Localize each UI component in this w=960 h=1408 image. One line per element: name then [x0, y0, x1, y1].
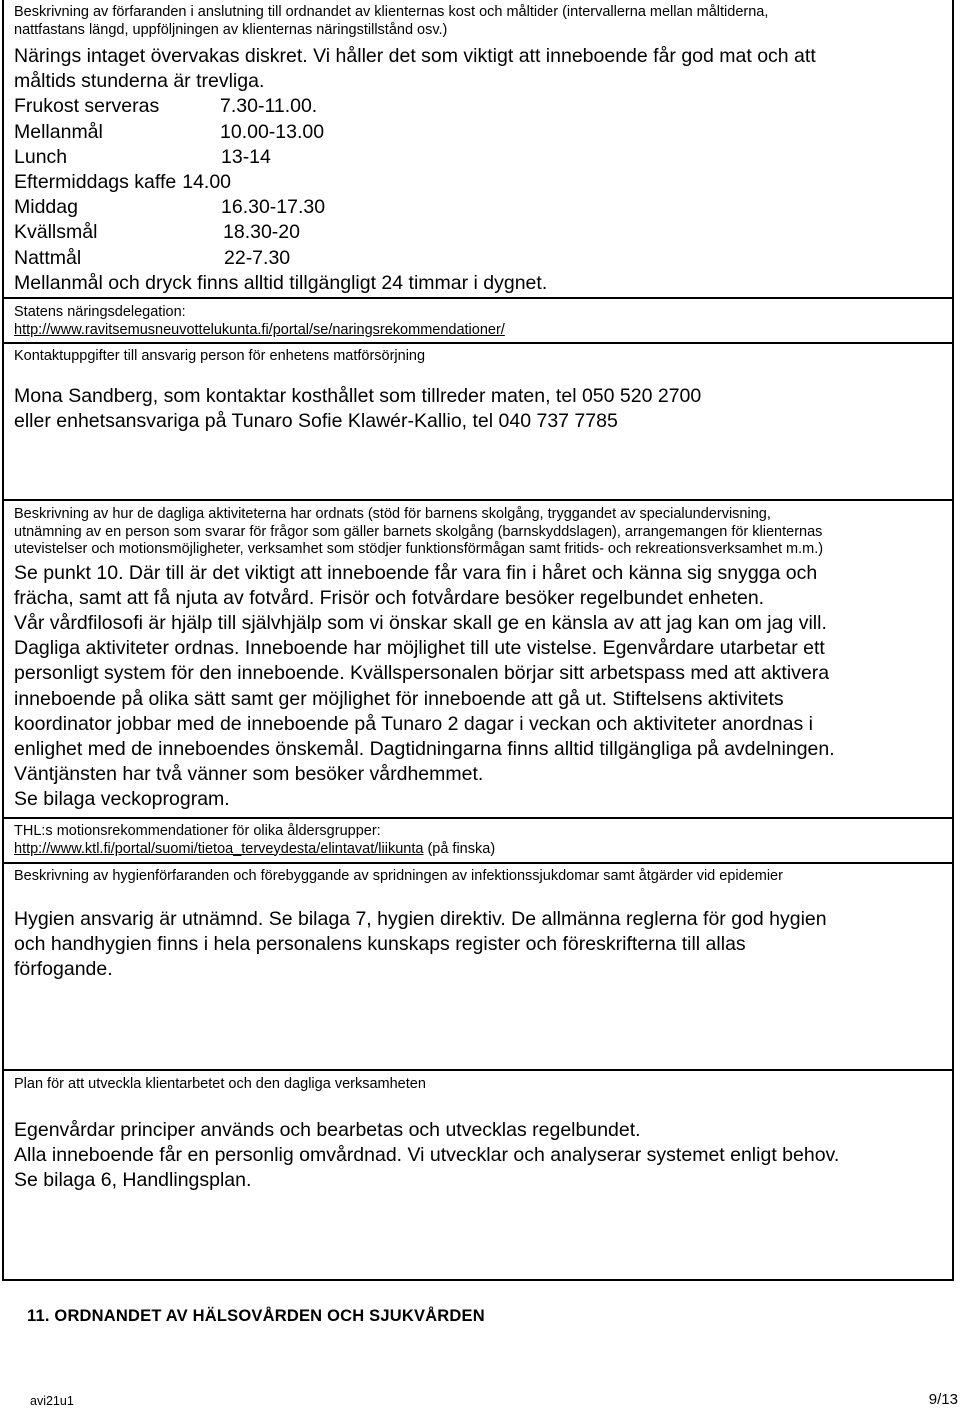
activities-body-line: personligt system för den inneboende. Kvällspersonalen börjar sitt arbetspass med att aktivera [14, 662, 830, 685]
contact-body [14, 384, 942, 434]
nutrition-section [4, 304, 952, 339]
activities-body-line: Väntjänsten har två vänner som besöker vårdhemmet. [14, 763, 484, 786]
activities-section [4, 506, 952, 813]
meal-name: Nattmål [14, 246, 82, 269]
divider [4, 297, 952, 299]
meal-time: 13-14 [221, 145, 271, 168]
meals-body [14, 44, 942, 296]
contact-body-line: Mona Sandberg, som kontaktar kosthållet som tillreder maten, tel 050 520 2700 [14, 384, 702, 407]
activities-body [14, 561, 942, 813]
meal-name: Lunch [14, 145, 68, 168]
meals-footer-line: Mellanmål och dryck finns alltid tillgängligt 24 timmar i dygnet. [14, 271, 548, 294]
hygiene-label: Beskrivning av hygienförfaranden och förebyggande av spridningen av infektionssjukdomar samt åtgärder vid epidemier [14, 868, 783, 884]
page-number: 9/13 [928, 1391, 958, 1408]
thl-link[interactable]: http://www.ktl.fi/portal/suomi/tietoa_terveydesta/elintavat/liikunta [14, 840, 424, 857]
divider [4, 499, 952, 501]
activities-body-line: frächa, samt att få njuta av fotvård. Frisör och fotvårdare besöker regelbundet enheten. [14, 586, 765, 609]
meal-row [14, 120, 942, 145]
contact-body-line: eller enhetsansvariga på Tunaro Sofie Klawér-Kallio, tel 040 737 7785 [14, 409, 618, 432]
plan-body-line: Alla inneboende får en personlig omvårdnad. Vi utvecklar och analyserar systemet enligt behov. [14, 1143, 840, 1166]
hygiene-body [14, 907, 942, 983]
activities-body-line: Vår vårdfilosofi är hjälp till självhjälp som vi önskar skall ge en känsla av att jag kan om jag vill. [14, 611, 827, 634]
meal-name: Kvällsmål [14, 221, 98, 244]
nutrition-link[interactable]: http://www.ravitsemusneuvottelukunta.fi/portal/se/naringsrekommendationer/ [14, 321, 505, 338]
plan-body-line: Egenvårdar principer används och bearbetas och utvecklas regelbundet. [14, 1118, 641, 1141]
meal-name: Frukost serveras [14, 95, 160, 118]
divider [4, 1069, 952, 1071]
divider [4, 342, 952, 344]
meal-row [14, 94, 942, 119]
divider [4, 817, 952, 819]
meal-time: 22-7.30 [224, 246, 291, 269]
hygiene-body-line: förfogande. [14, 957, 113, 980]
plan-body [14, 1118, 942, 1194]
activities-body-line: Dagliga aktiviteter ordnas. Inneboende har möjlighet till ute vistelse. Egenvårdare utarbetar ett [14, 637, 825, 660]
meal-row [14, 220, 942, 245]
form-frame [2, 0, 954, 1281]
activities-body-line: Se punkt 10. Där till är det viktigt att inneboende får vara fin i håret och känna sig snygga och [14, 561, 818, 584]
section-heading: 11. ORDNANDET AV HÄLSOVÅRDEN OCH SJUKVÅRDEN [27, 1307, 485, 1325]
meal-row [14, 145, 942, 170]
activities-body-line: Se bilaga veckoprogram. [14, 788, 230, 811]
meal-time: 14.00 [182, 171, 232, 194]
meal-row [14, 246, 942, 271]
thl-link-suffix: (på finska) [423, 840, 496, 857]
meal-row [14, 170, 942, 195]
activities-body-line: enlighet med de inneboendes önskemål. Dagtidningarna finns alltid tillgängliga på avdelningen. [14, 737, 835, 760]
activities-body-line: inneboende på olika sätt samt ger möjlighet för inneboende att gå ut. Stiftelsens aktivitets [14, 687, 784, 710]
meals-section [4, 4, 952, 296]
plan-label: Plan för att utveckla klientarbetet och den dagliga verksamheten [14, 1076, 426, 1092]
activities-intro-line: utnämning av en person som svarar för frågor som gäller barnets skolgång (barnskyddslagen), arrangemangen för klienternas [14, 523, 823, 540]
hygiene-section [4, 868, 952, 982]
document-id: avi21u1 [30, 1394, 74, 1408]
activities-body-line: koordinator jobbar med de inneboende på Tunaro 2 dagar i veckan och aktiviteter anordnas i [14, 712, 813, 735]
meal-time: 10.00-13.00 [220, 120, 325, 143]
meal-name: Middag [14, 196, 78, 219]
thl-link-line [14, 841, 942, 859]
meal-time: 18.30-20 [223, 221, 300, 244]
hygiene-body-line: Hygien ansvarig är utnämnd. Se bilaga 7, hygien direktiv. De allmänna reglerna för god hygien [14, 907, 827, 930]
meals-body-line: Närings intaget övervakas diskret. Vi håller det som viktigt att inneboende får god mat och att [14, 45, 816, 67]
meals-intro [14, 4, 942, 39]
nutrition-label: Statens näringsdelegation: [14, 304, 186, 320]
meal-name: Eftermiddags kaffe [14, 171, 177, 194]
meals-intro-line: Beskrivning av förfaranden i anslutning till ordnandet av klienternas kost och måltider (intervallerna mellan måltiderna, [14, 4, 769, 20]
meal-time: 16.30-17.30 [221, 196, 326, 219]
plan-body-line: Se bilaga 6, Handlingsplan. [14, 1168, 252, 1191]
contact-label: Kontaktuppgifter till ansvarig person för enhetens matförsörjning [14, 348, 426, 364]
meal-name: Mellanmål [14, 120, 103, 143]
meals-intro-line: nattfastans längd, uppföljningen av klienternas näringstillstånd osv.) [14, 21, 448, 38]
thl-label: THL:s motionsrekommendationer för olika åldersgrupper: [14, 823, 381, 839]
divider [4, 862, 952, 864]
meal-row [14, 195, 942, 220]
meals-body-line: måltids stunderna är trevliga. [14, 70, 265, 93]
hygiene-body-line: och handhygien finns i hela personalens kunskaps register och föreskrifterna till allas [14, 932, 746, 955]
meal-time: 7.30-11.00. [220, 95, 318, 118]
activities-intro-line: Beskrivning av hur de dagliga aktiviteterna har ordnats (stöd för barnens skolgång, tryggandet av specialundervisning, [14, 506, 771, 522]
contact-section [4, 348, 952, 434]
thl-section [4, 823, 952, 858]
activities-intro-line: utevistelser och motionsmöjligheter, verksamhet som stödjer funktionsförmågan samt fritids- och rekreationsverksamhet m.m.) [14, 541, 824, 557]
plan-section [4, 1076, 952, 1193]
activities-intro [14, 506, 942, 559]
